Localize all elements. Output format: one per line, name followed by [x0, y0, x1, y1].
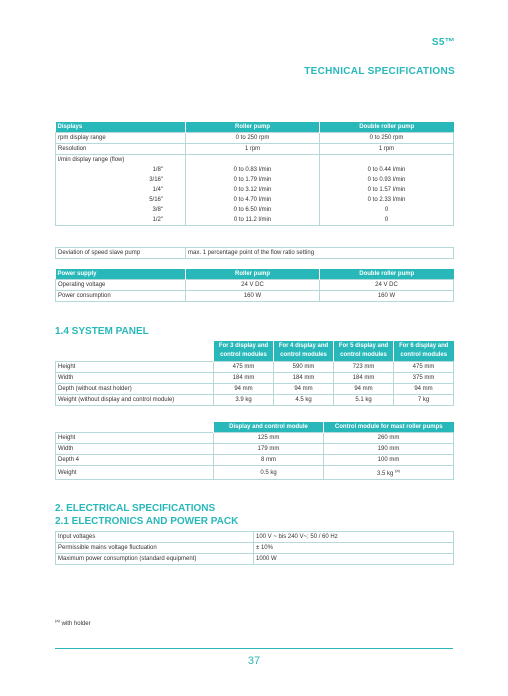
table-cell: 24 V DC	[186, 280, 320, 291]
footnote-mark: (a)	[395, 468, 400, 473]
column-header: For 6 display and control modules	[394, 341, 454, 362]
table-row	[56, 175, 454, 185]
table-row	[56, 248, 454, 259]
page-number: 37	[247, 655, 261, 667]
table-header-row	[56, 341, 454, 362]
section-heading: 2. ELECTRICAL SPECIFICATIONS	[55, 503, 216, 514]
table-cell: 0 to 4.70 l/min	[186, 195, 320, 205]
table-cell: 179 mm	[214, 444, 324, 455]
table-row	[56, 185, 454, 195]
footnote	[55, 618, 91, 627]
table-cell: 24 V DC	[320, 280, 454, 291]
table-cell: 375 mm	[394, 373, 454, 384]
displays-table	[55, 122, 454, 226]
column-header: For 5 display and control modules	[334, 341, 394, 362]
table-cell: 184 mm	[334, 373, 394, 384]
table-cell: 0 to 2.33 l/min	[320, 195, 454, 205]
table-row	[56, 455, 454, 466]
table-row	[56, 195, 454, 205]
column-header: Control module for mast roller pumps	[324, 422, 454, 433]
cell-value: 3.5 kg	[377, 471, 394, 477]
table-cell: 184 mm	[274, 373, 334, 384]
table-row	[56, 362, 454, 373]
table-row	[56, 155, 454, 166]
row-label: 3/16"	[56, 175, 186, 185]
electrical-table	[55, 531, 454, 565]
table-row	[56, 532, 454, 543]
table-cell: 0	[320, 205, 454, 215]
table-row	[56, 373, 454, 384]
table-cell: 475 mm	[214, 362, 274, 373]
row-label: 1/2"	[56, 215, 186, 226]
table-cell: 5.1 kg	[334, 395, 394, 406]
row-label: Height	[56, 362, 214, 373]
column-header: For 4 display and control modules	[274, 341, 334, 362]
table-cell: 184 mm	[214, 373, 274, 384]
table-cell: 94 mm	[334, 384, 394, 395]
table-cell: 0.5 kg	[214, 466, 324, 480]
row-label: Resolution	[56, 144, 186, 155]
row-label: Weight	[56, 466, 214, 480]
row-label: Deviation of speed slave pump	[56, 248, 186, 259]
footnote-mark: (a)	[55, 618, 60, 623]
row-label: 5/16"	[56, 195, 186, 205]
table-cell: 0 to 0.93 l/min	[320, 175, 454, 185]
table-cell: 125 mm	[214, 433, 324, 444]
table-cell: 0 to 0.44 l/min	[320, 165, 454, 175]
page-title: TECHNICAL SPECIFICATIONS	[304, 66, 455, 77]
table-cell: 0 to 250 rpm	[186, 133, 320, 144]
table-cell: 0 to 6.50 l/min	[186, 205, 320, 215]
table-row	[56, 215, 454, 226]
column-header: Power supply	[56, 269, 186, 280]
row-label: Width	[56, 444, 214, 455]
table-row	[56, 384, 454, 395]
module-table	[55, 422, 454, 480]
table-cell: 94 mm	[274, 384, 334, 395]
table-row	[56, 466, 454, 480]
table-row	[56, 433, 454, 444]
table-cell: 100 mm	[324, 455, 454, 466]
column-header: For 3 display and control modules	[214, 341, 274, 362]
row-label: Operating voltage	[56, 280, 186, 291]
table-row	[56, 395, 454, 406]
table-cell: 1000 W	[254, 554, 454, 565]
table-row	[56, 280, 454, 291]
row-label: Input voltages	[56, 532, 254, 543]
row-label: Power consumption	[56, 291, 186, 302]
empty-header-cell	[56, 422, 214, 433]
table-cell: 1 rpm	[186, 144, 320, 155]
table-cell: 190 mm	[324, 444, 454, 455]
table-cell: ± 10%	[254, 543, 454, 554]
table-row	[56, 205, 454, 215]
row-label: Depth 4	[56, 455, 214, 466]
empty-header-cell	[56, 341, 214, 362]
deviation-table	[55, 247, 454, 259]
table-cell: 723 mm	[334, 362, 394, 373]
column-header: Double roller pump	[320, 122, 454, 133]
table-cell: 94 mm	[394, 384, 454, 395]
table-cell	[324, 466, 454, 480]
table-row	[56, 444, 454, 455]
table-cell: 94 mm	[214, 384, 274, 395]
column-header: Double roller pump	[320, 269, 454, 280]
row-label: 1/4"	[56, 185, 186, 195]
table-row	[56, 165, 454, 175]
row-label: rpm display range	[56, 133, 186, 144]
table-cell: 0 to 3.12 l/min	[186, 185, 320, 195]
table-cell: 100 V ~ bis 240 V~; 50 / 60 Hz	[254, 532, 454, 543]
section-heading: 1.4 SYSTEM PANEL	[55, 326, 149, 337]
table-cell: 7 kg	[394, 395, 454, 406]
row-label: Weight (without display and control module)	[56, 395, 214, 406]
row-label: Height	[56, 433, 214, 444]
table-header-row	[56, 269, 454, 280]
footnote-text: with holder	[61, 621, 91, 627]
table-row	[56, 144, 454, 155]
row-label: l/min display range (flow)	[56, 155, 186, 166]
column-header: Roller pump	[186, 269, 320, 280]
table-cell	[186, 155, 320, 166]
row-label: Maximum power consumption (standard equipment)	[56, 554, 254, 565]
table-cell: 475 mm	[394, 362, 454, 373]
table-header-row	[56, 122, 454, 133]
footer-divider	[55, 648, 453, 649]
row-label: Width	[56, 373, 214, 384]
table-cell: 4.5 kg	[274, 395, 334, 406]
table-cell: 0 to 11.2 l/min	[186, 215, 320, 226]
subsection-heading: 2.1 ELECTRONICS AND POWER PACK	[55, 516, 239, 527]
table-cell: 0 to 0.83 l/min	[186, 165, 320, 175]
table-cell: 0	[320, 215, 454, 226]
table-cell: 0 to 1.57 l/min	[320, 185, 454, 195]
row-label: Depth (without mast holder)	[56, 384, 214, 395]
table-cell: 160 W	[186, 291, 320, 302]
table-cell: 0 to 250 rpm	[320, 133, 454, 144]
table-cell: 0 to 1.79 l/min	[186, 175, 320, 185]
row-label: 1/8"	[56, 165, 186, 175]
table-header-row	[56, 422, 454, 433]
table-cell: 160 W	[320, 291, 454, 302]
table-cell: max. 1 percentage point of the flow ratio setting	[186, 248, 454, 259]
table-cell: 3.9 kg	[214, 395, 274, 406]
power-supply-table	[55, 269, 454, 302]
system-panel-table	[55, 341, 454, 406]
table-cell: 590 mm	[274, 362, 334, 373]
table-row	[56, 543, 454, 554]
row-label: Permissible mains voltage fluctuation	[56, 543, 254, 554]
table-cell: 260 mm	[324, 433, 454, 444]
column-header: Roller pump	[186, 122, 320, 133]
table-cell: 1 rpm	[320, 144, 454, 155]
column-header: Displays	[56, 122, 186, 133]
column-header: Display and control module	[214, 422, 324, 433]
table-row	[56, 133, 454, 144]
table-cell	[320, 155, 454, 166]
table-row	[56, 291, 454, 302]
row-label: 3/8"	[56, 205, 186, 215]
brand-name: S5™	[431, 37, 455, 48]
table-cell: 8 mm	[214, 455, 324, 466]
table-row	[56, 554, 454, 565]
